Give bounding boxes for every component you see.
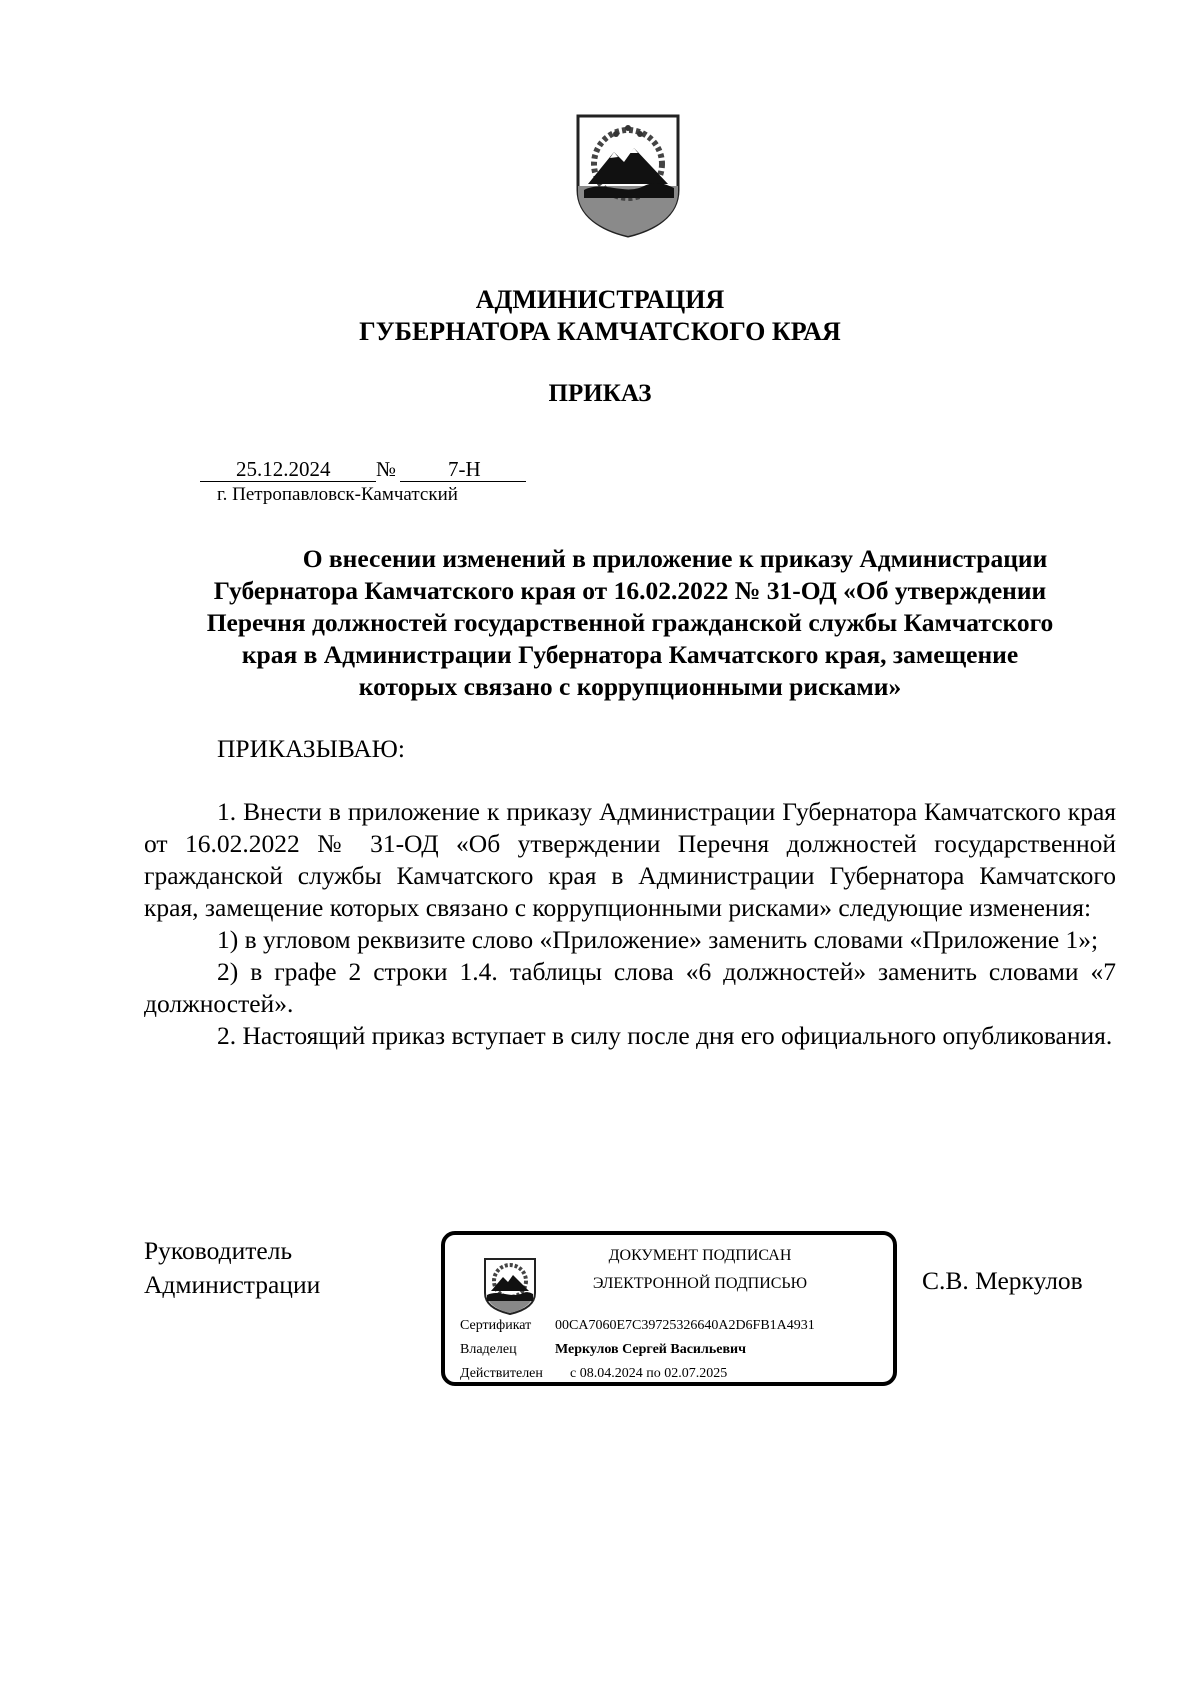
document-body bbox=[144, 796, 1116, 1052]
stamp-title-line2: ЭЛЕКТРОННОЙ ПОДПИСЬЮ bbox=[592, 1275, 808, 1292]
org-name-line2: ГУБЕРНАТОРА КАМЧАТСКОГО КРАЯ bbox=[359, 317, 841, 346]
paragraph-1-item-1: 1) в угловом реквизите слово «Приложение» заменить словами «Приложение 1»; bbox=[217, 925, 1099, 954]
number-sign: № bbox=[376, 457, 397, 481]
org-name-line1: АДМИНИСТРАЦИЯ bbox=[475, 285, 725, 314]
paragraph-1-item-2: 2) в графе 2 строки 1.4. таблицы слова «6 должностей» заменить словами «7 должностей». bbox=[144, 957, 1116, 1018]
order-word: ПРИКАЗЫВАЮ: bbox=[217, 734, 405, 763]
document-type: ПРИКАЗ bbox=[548, 380, 652, 407]
document-subject: О внесении изменений в приложение к приказу Администрации Губернатора Камчатского края от 16.02.2022 № 31-ОД «Об утверждении Перечня должностей государственной гражданской службы Камчатского края в Администрации Губернатора Камчатского края, замещение которых связано с коррупционными рисками» bbox=[206, 544, 1054, 701]
city: г. Петропавловск-Камчатский bbox=[217, 484, 458, 505]
paragraph-1: 1. Внести в приложение к приказу Администрации Губернатора Камчатского края от 16.02.2022 № 31-ОД «Об утверждении Перечня должностей государственной гражданской службы Камчатского края в Администрации Губернатора Камчатского края, замещение которых связано с коррупционными рисками» следующие изменения: bbox=[144, 797, 1116, 922]
date-number-row bbox=[200, 457, 530, 485]
coat-of-arms-icon bbox=[574, 112, 682, 238]
document-date: 25.12.2024 bbox=[236, 457, 331, 481]
coat-of-arms-small-icon bbox=[483, 1257, 537, 1315]
paragraph-2: 2. Настоящий приказ вступает в силу после дня его официального опубликования. bbox=[217, 1021, 1113, 1050]
signer-name: С.В. Меркулов bbox=[922, 1266, 1083, 1295]
electronic-signature-stamp bbox=[441, 1231, 897, 1386]
signer-position: Руководитель Администрации bbox=[144, 1236, 321, 1299]
stamp-validity-row: Действителен с 08.04.2024 по 02.07.2025 bbox=[460, 1366, 728, 1381]
number-underline bbox=[400, 481, 526, 482]
date-underline bbox=[200, 481, 376, 482]
stamp-owner-row: Владелец Меркулов Сергей Васильевич bbox=[460, 1342, 746, 1357]
stamp-certificate-row: Сертификат 00CA7060E7C39725326640A2D6FB1A4931 bbox=[460, 1318, 815, 1333]
document-number: 7-Н bbox=[448, 457, 481, 481]
stamp-title-line1: ДОКУМЕНТ ПОДПИСАН bbox=[608, 1247, 792, 1264]
